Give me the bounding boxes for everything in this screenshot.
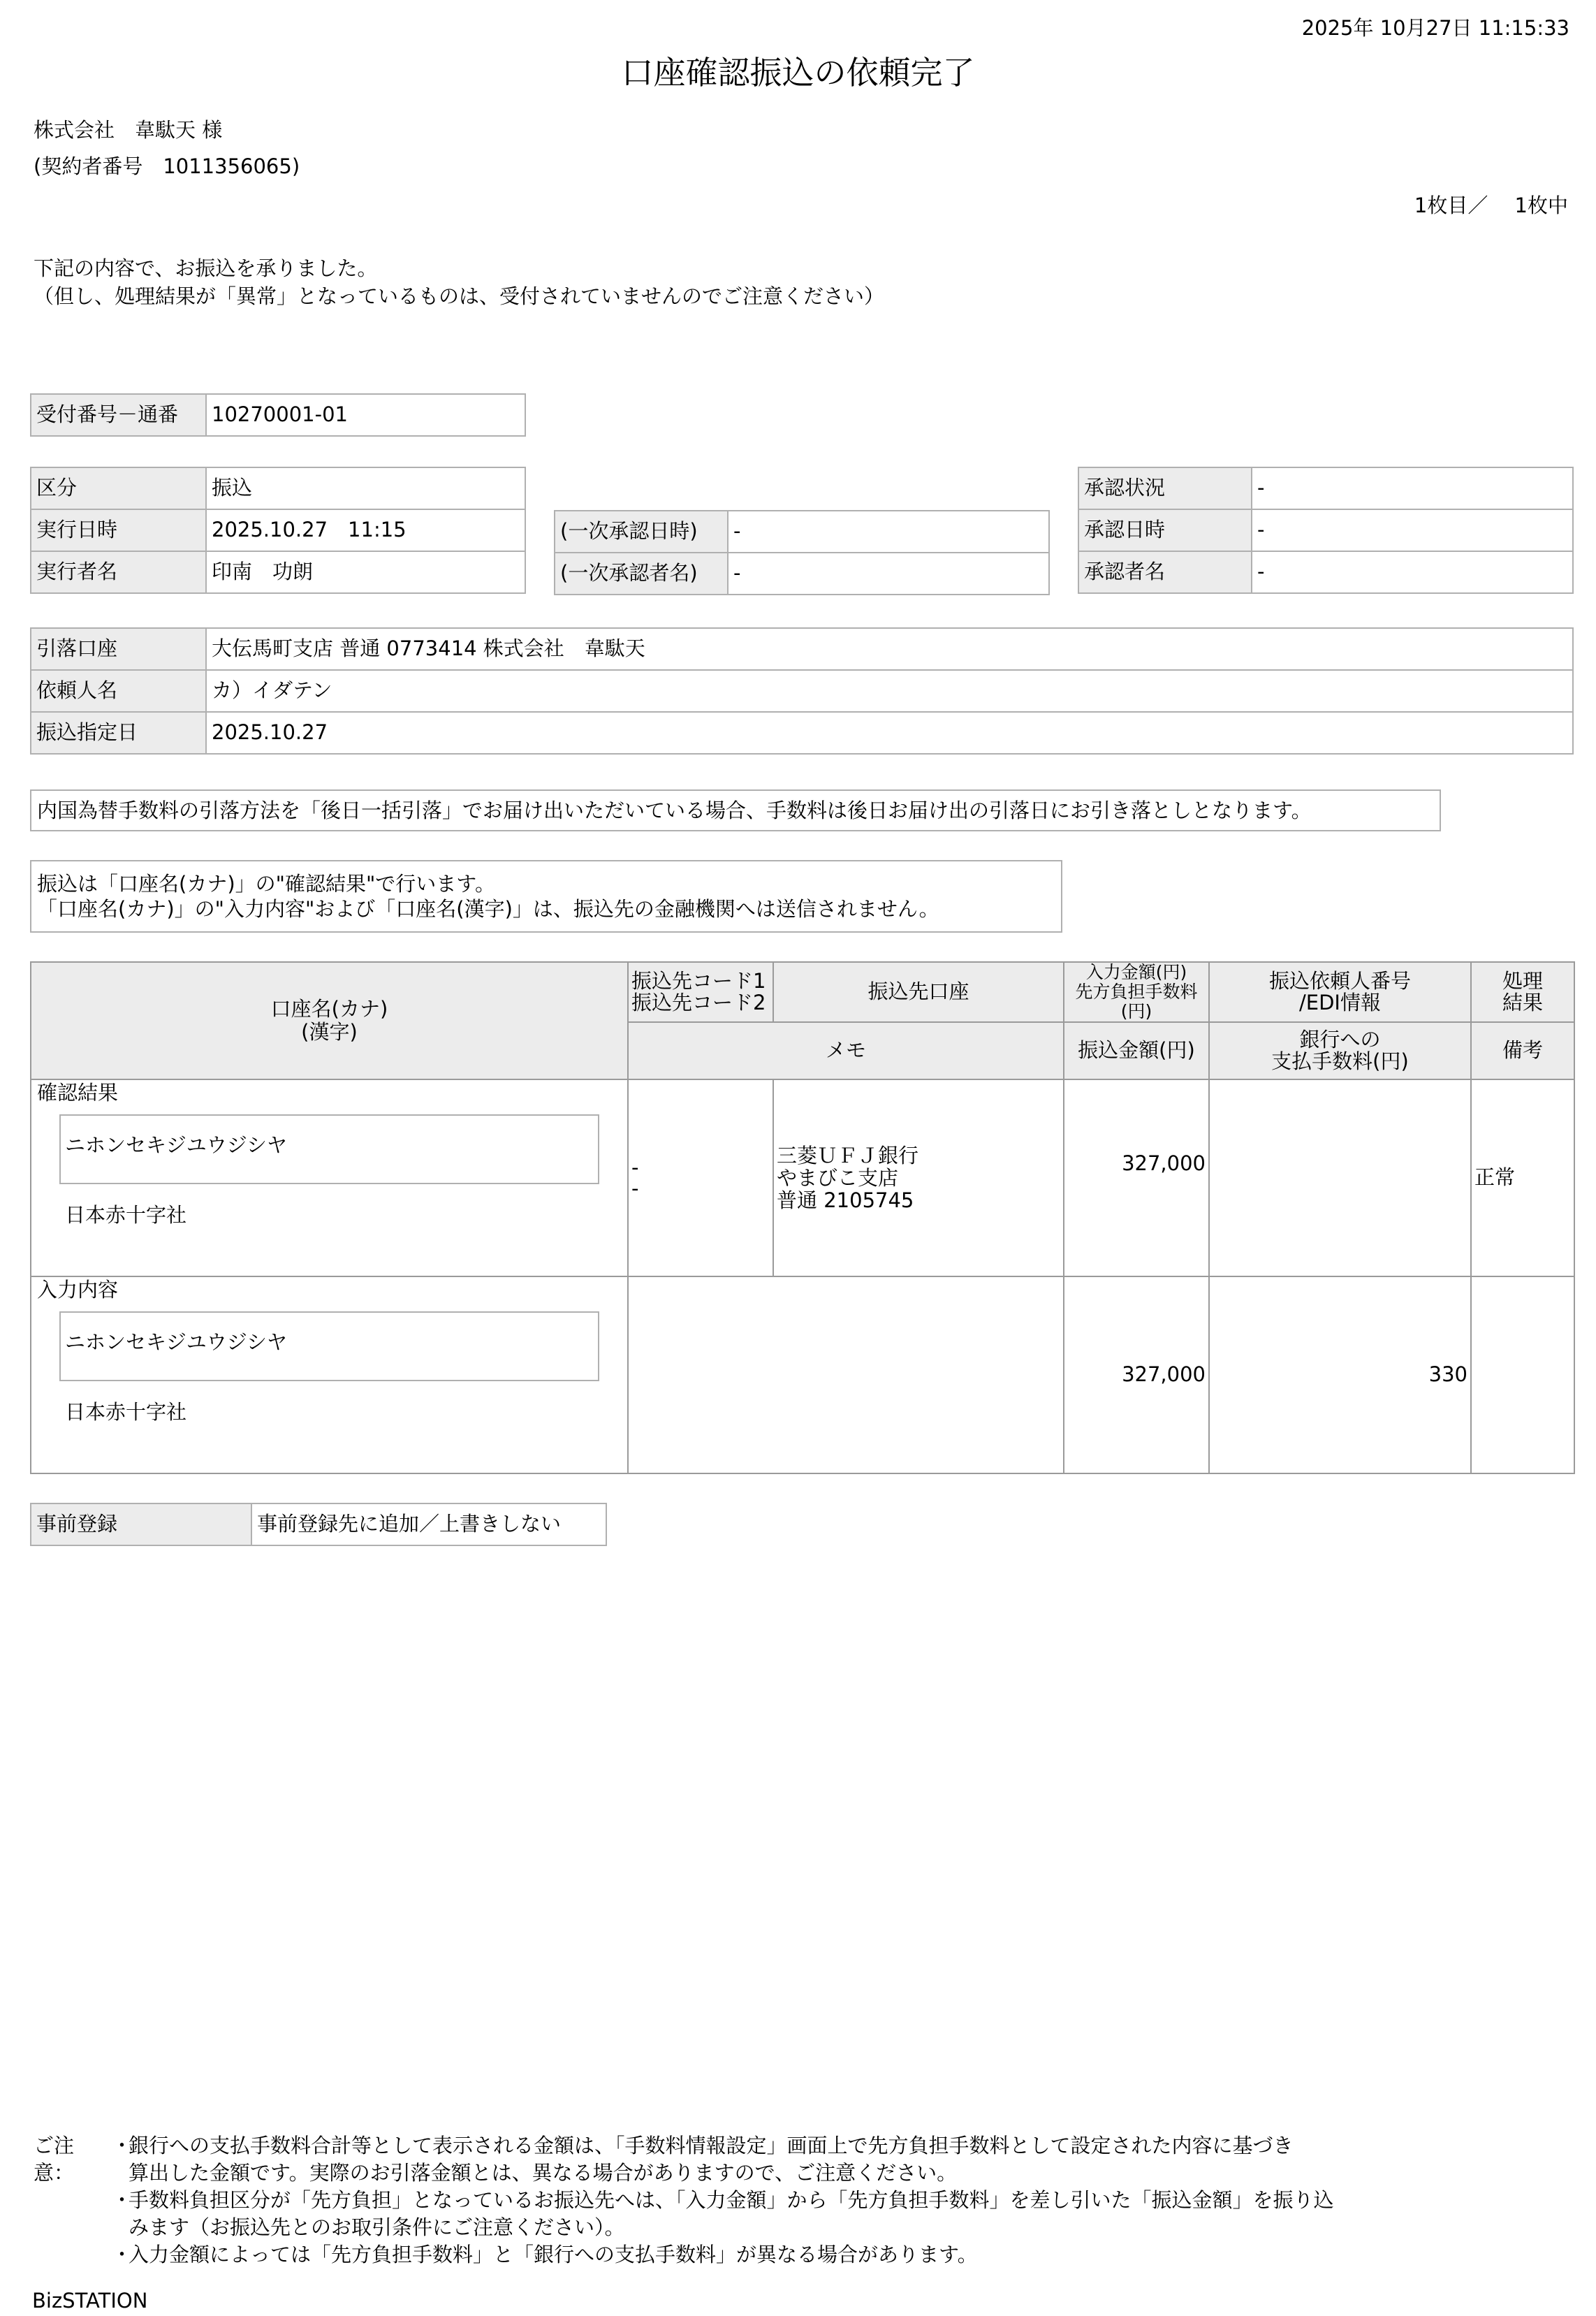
header-account-name bbox=[31, 962, 628, 1079]
transfer-date-label: 振込指定日 bbox=[31, 712, 206, 754]
note-1-line-2: 算出した金額です。実際のお引落金額とは、異なる場合がありますので、ご注意ください。 bbox=[129, 2161, 958, 2185]
input-kanji: 日本赤十字社 bbox=[65, 1400, 187, 1425]
exec-person-label: 実行者名 bbox=[31, 551, 206, 593]
first-approval-table bbox=[554, 510, 1050, 595]
kana-notice bbox=[30, 860, 1062, 933]
confirm-kana: ニホンセキジユウジシヤ bbox=[65, 1133, 287, 1158]
approval-table bbox=[1078, 467, 1574, 594]
first-approval-person-value: - bbox=[728, 553, 1049, 595]
header-dest-account: 振込先口座 bbox=[773, 962, 1064, 1022]
confirm-account-cell bbox=[31, 1079, 628, 1276]
confirm-bank: 三菱ＵＦＪ銀行 bbox=[777, 1144, 919, 1167]
confirm-label: 確認結果 bbox=[37, 1081, 119, 1105]
account-table bbox=[30, 627, 1574, 755]
page-title: 口座確認振込の依頼完了 bbox=[621, 54, 975, 92]
debit-account-value: 大伝馬町支店 普通 0773414 株式会社 韋駄天 bbox=[206, 628, 1573, 670]
footer-brand: BizSTATION bbox=[32, 2289, 148, 2313]
exec-person-value: 印南 功朗 bbox=[206, 551, 525, 593]
header-memo: メモ bbox=[628, 1022, 1064, 1079]
intro-line-2: （但し、処理結果が「異常」となっているものは、受付されていませんのでご注意ください） bbox=[34, 284, 885, 308]
approver-value: - bbox=[1252, 551, 1573, 593]
kana-notice-line-1: 振込は「口座名(カナ)」の"確認結果"で行います。 bbox=[37, 872, 495, 896]
exec-date-value: 2025.10.27 11:15 bbox=[206, 509, 525, 551]
header-remarks: 備考 bbox=[1471, 1022, 1574, 1079]
company-name: 株式会社 韋駄天 様 bbox=[34, 118, 223, 142]
timestamp: 2025年 10月27日 11:15:33 bbox=[1301, 16, 1569, 40]
kubun-value: 振込 bbox=[206, 467, 525, 509]
note-1-line-1: 銀行への支払手数料合計等として表示される金額は、「手数料情報設定」画面上で先方負担手数料として設定された内容に基づき bbox=[129, 2134, 1294, 2157]
header-edi: /EDI情報 bbox=[1299, 991, 1381, 1014]
requester-name-value: カ）イダテン bbox=[206, 670, 1573, 712]
debit-account-label: 引落口座 bbox=[31, 628, 206, 670]
approval-status-label: 承認状況 bbox=[1078, 467, 1252, 509]
transfer-date-value: 2025.10.27 bbox=[206, 712, 1573, 754]
input-account-cell bbox=[31, 1276, 628, 1473]
approver-label: 承認者名 bbox=[1078, 551, 1252, 593]
notes: ご注意： ・ 銀行への支払手数料合計等として表示される金額は、「手数料情報設定」画面上で先方負担手数料として設定された内容に基づき 算出した金額です。実際のお引落金額とは、異なる場合がありますので、ご注意ください。 ・ 手数料負担区分が「先方負担」となっているお振込先へは、「入力金額」から「先方負担手数料」を差し引いた「振込金額」を振り込 みます（お振込先とのお取引条件にご注意ください）。 ・ 入力金額によっては「先方負担手数料」と「銀行への支払手数料」が異なる場合があります。 bbox=[34, 2132, 1334, 2268]
receipt-value: 10270001-01 bbox=[206, 394, 525, 436]
header-result-1: 処理 bbox=[1502, 969, 1543, 993]
input-amount: 327,000 bbox=[1064, 1276, 1209, 1473]
approval-date-label: 承認日時 bbox=[1078, 509, 1252, 551]
header-payee-fee: 先方負担手数料(円) bbox=[1075, 982, 1198, 1021]
approval-status-value: - bbox=[1252, 467, 1573, 509]
confirm-code-1: - bbox=[631, 1156, 639, 1179]
kubun-label: 区分 bbox=[31, 467, 206, 509]
receipt-table bbox=[30, 393, 526, 437]
header-requester-no: 振込依頼人番号 bbox=[1268, 969, 1411, 993]
confirm-requester-cell bbox=[1209, 1079, 1471, 1276]
receipt-label: 受付番号－通番 bbox=[31, 394, 206, 436]
header-amounts bbox=[1064, 962, 1209, 1022]
header-result bbox=[1471, 962, 1574, 1022]
intro-line-1: 下記の内容で、お振込を承りました。 bbox=[34, 256, 378, 280]
exec-date-label: 実行日時 bbox=[31, 509, 206, 551]
note-2-line-1: 手数料負担区分が「先方負担」となっているお振込先へは、「入力金額」から「先方負担手数料」を差し引いた「振込金額」を振り込 bbox=[129, 2188, 1334, 2212]
input-kana-box bbox=[59, 1311, 599, 1381]
header-input-amount: 入力金額(円) bbox=[1085, 962, 1187, 982]
input-memo-cell bbox=[628, 1276, 1064, 1473]
confirm-codes-cell bbox=[628, 1079, 773, 1276]
confirm-dest-account: 普通 2105745 bbox=[777, 1188, 914, 1212]
first-approval-person-label: (一次承認者名) bbox=[555, 553, 728, 595]
note-3-line-1: 入力金額によっては「先方負担手数料」と「銀行への支払手数料」が異なる場合があります。 bbox=[129, 2243, 978, 2266]
confirm-dest-cell bbox=[773, 1079, 1064, 1276]
confirm-result: 正常 bbox=[1471, 1079, 1574, 1276]
kana-notice-line-2: 「口座名(カナ)」の"入力内容"および「口座名(漢字)」は、振込先の金融機関へは送信されません。 bbox=[37, 897, 939, 921]
confirm-code-2: - bbox=[631, 1177, 639, 1200]
approval-date-value: - bbox=[1252, 509, 1573, 551]
header-requester-edi bbox=[1209, 962, 1471, 1022]
transfer-table bbox=[30, 961, 1575, 1474]
header-account-kanji: (漢字) bbox=[301, 1020, 358, 1044]
page-count: 1枚目／ 1枚中 bbox=[1414, 194, 1568, 217]
header-bank-fee-1: 銀行への bbox=[1299, 1028, 1381, 1051]
pre-registration-label: 事前登録 bbox=[31, 1503, 251, 1545]
execution-table bbox=[30, 467, 526, 594]
input-kana: ニホンセキジユウジシヤ bbox=[65, 1330, 287, 1355]
confirm-branch: やまびこ支店 bbox=[777, 1166, 899, 1190]
fee-notice: 内国為替手数料の引落方法を「後日一括引落」でお届け出いただいている場合、手数料は後日お届け出の引落日にお引き落としとなります。 bbox=[30, 789, 1441, 831]
header-bank-fee-2: 支払手数料(円) bbox=[1271, 1049, 1409, 1073]
input-label: 入力内容 bbox=[37, 1278, 119, 1302]
confirm-kana-box bbox=[59, 1114, 599, 1184]
confirm-kanji: 日本赤十字社 bbox=[65, 1203, 187, 1228]
first-approval-date-value: - bbox=[728, 511, 1049, 553]
pre-registration-table bbox=[30, 1503, 607, 1546]
table-row bbox=[31, 1276, 1574, 1473]
requester-name-label: 依頼人名 bbox=[31, 670, 206, 712]
input-remarks-cell bbox=[1471, 1276, 1574, 1473]
input-fee: 330 bbox=[1209, 1276, 1471, 1473]
header-bank-fee bbox=[1209, 1022, 1471, 1079]
header-codes bbox=[628, 962, 773, 1022]
header-account-kana: 口座名(カナ) bbox=[270, 996, 388, 1021]
note-2-line-2: みます（お振込先とのお取引条件にご注意ください）。 bbox=[129, 2215, 625, 2239]
table-row bbox=[31, 1079, 1574, 1276]
confirm-amount: 327,000 bbox=[1064, 1079, 1209, 1276]
first-approval-date-label: (一次承認日時) bbox=[555, 511, 728, 553]
header-code-2: 振込先コード2 bbox=[631, 991, 766, 1014]
notes-prefix: ご注意： bbox=[34, 2134, 75, 2185]
contract-number: (契約者番号 1011356065) bbox=[34, 154, 300, 178]
pre-registration-value: 事前登録先に追加／上書きしない bbox=[251, 1503, 606, 1545]
header-code-1: 振込先コード1 bbox=[631, 969, 766, 993]
header-transfer-amount: 振込金額(円) bbox=[1064, 1022, 1209, 1079]
header-result-2: 結果 bbox=[1502, 991, 1543, 1014]
